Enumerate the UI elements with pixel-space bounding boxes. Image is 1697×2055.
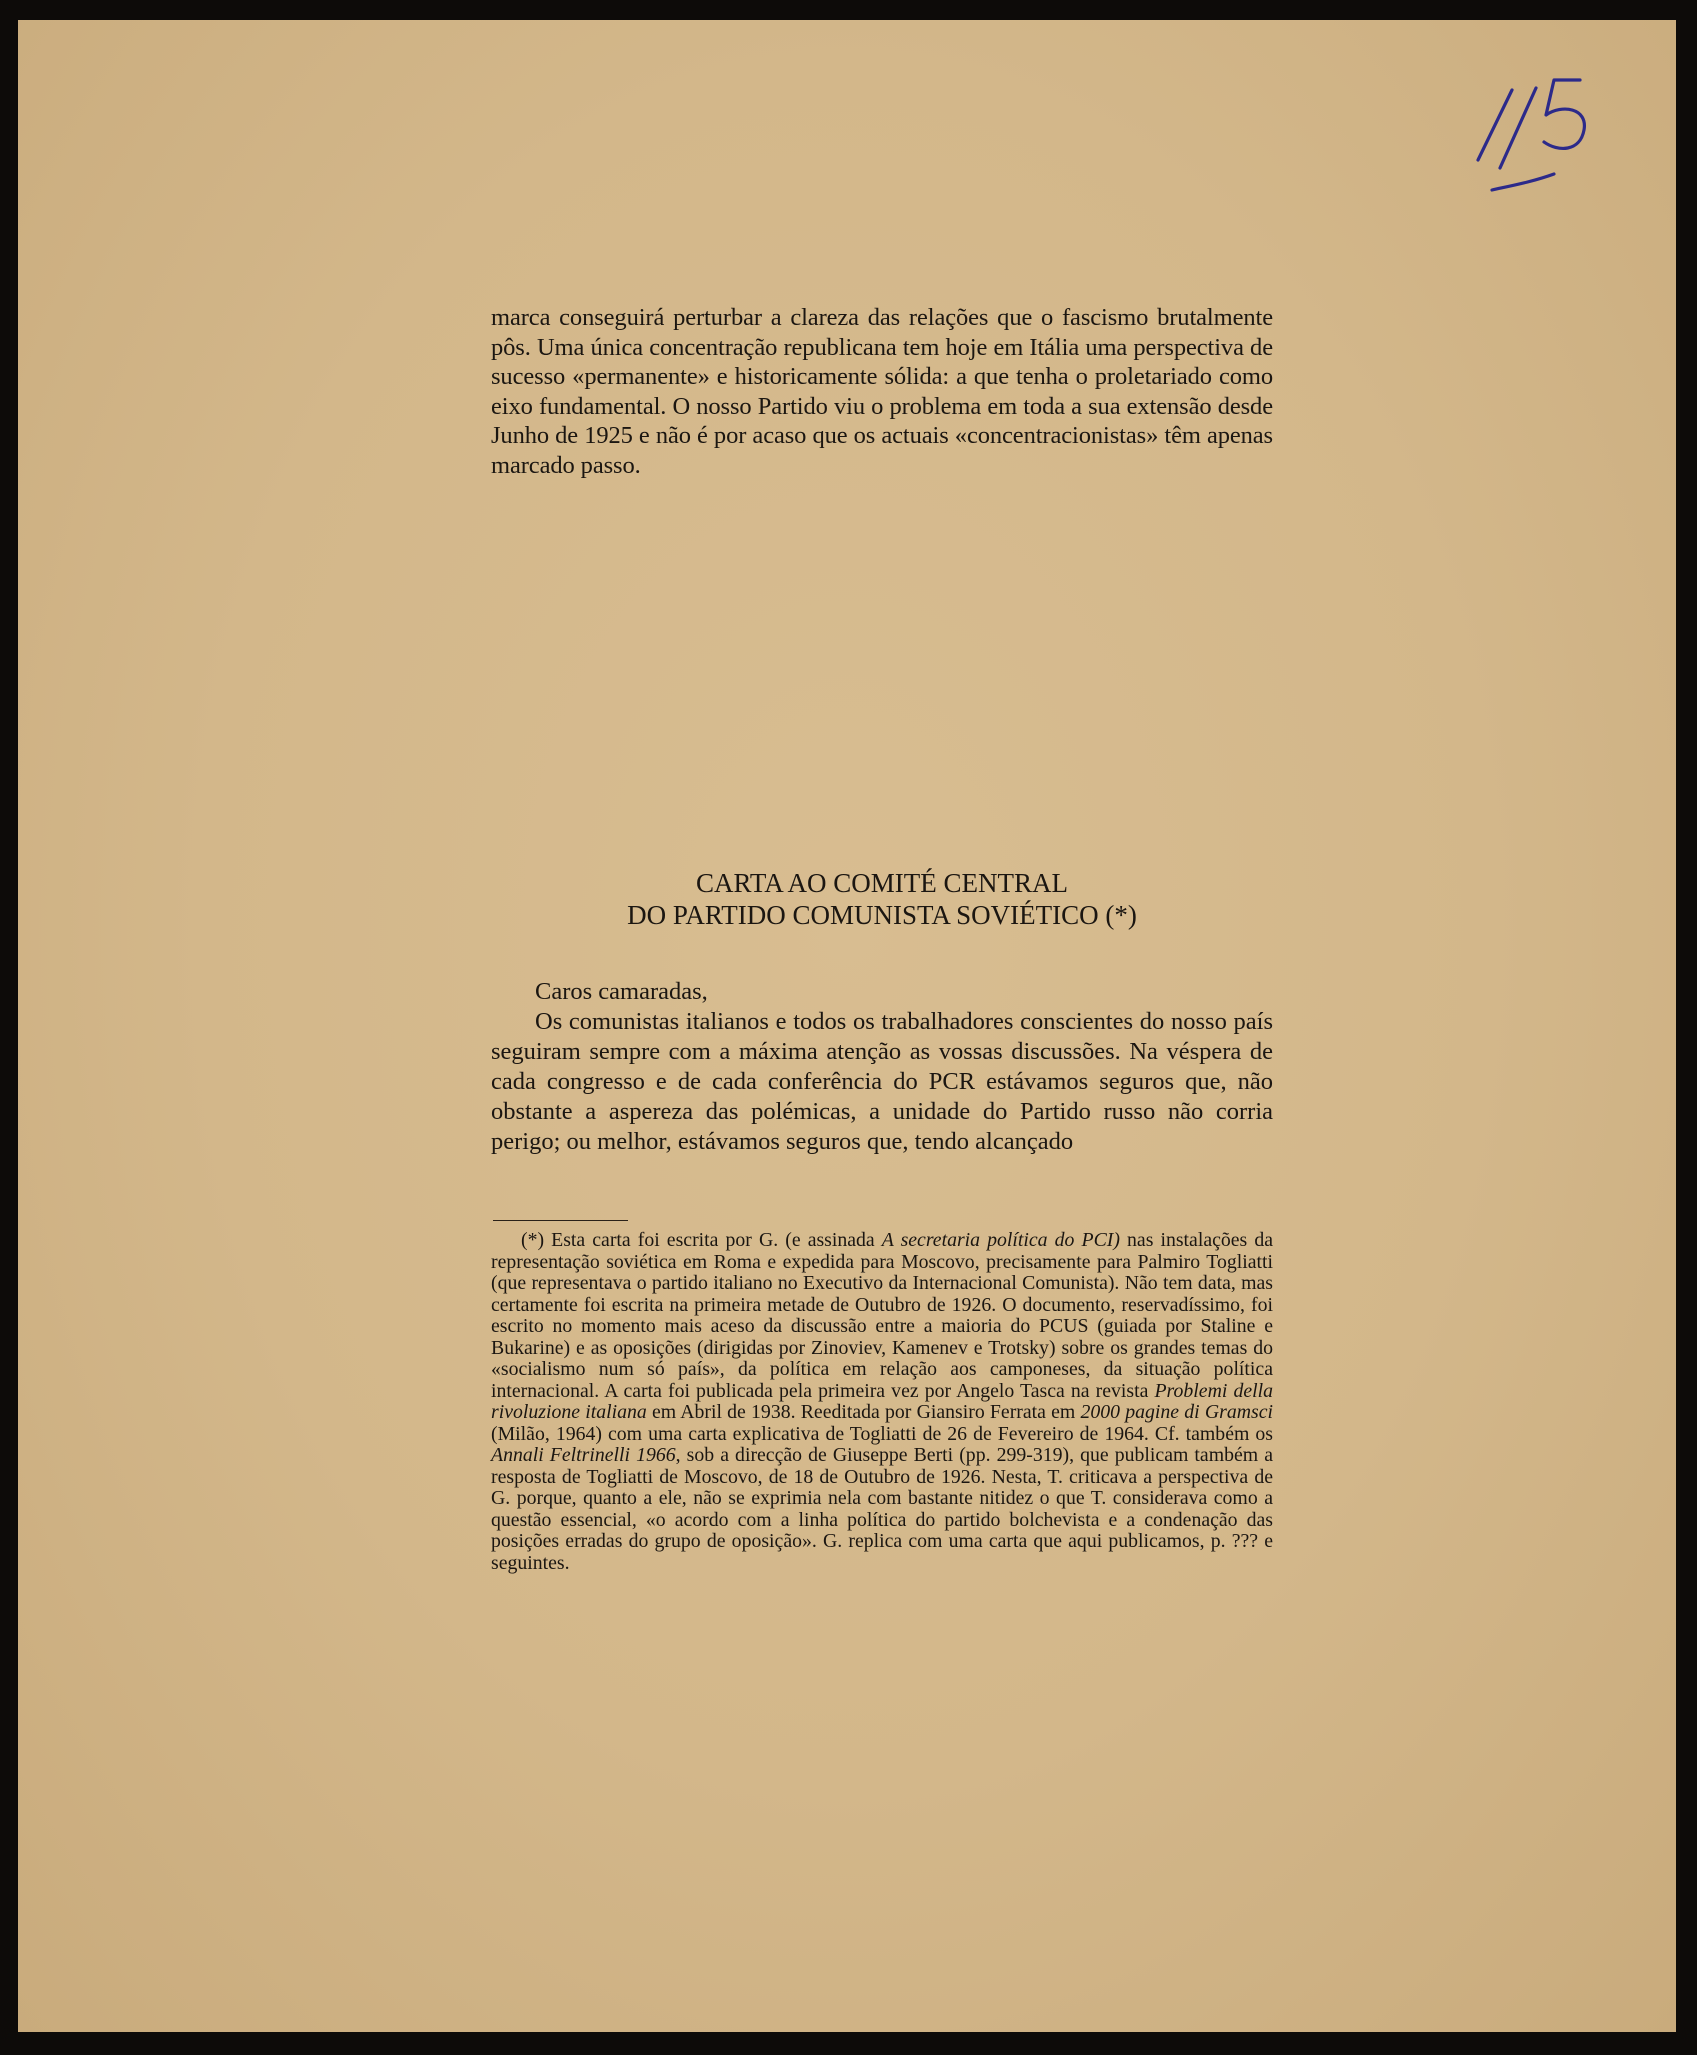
footnote-text: em Abril de 1938. Reeditada por Giansiro Ferrata em	[646, 1401, 1081, 1423]
footnote-text: nas instalações da representação soviética em Roma e expedida para Moscovo, precisamente para Palmiro Togliatti (que representava o partido italiano no Executivo da Internacional Comunista). Não tem data, mas certamente foi escrita na primeira metade de Outubro de 1926. O documento, reservadíssimo, foi escrito no momento mais aceso da discussão entre a maioria do PCUS (guiada por Staline e Bukarine) e as oposições (dirigidas por Zinoviev, Kamenev e Trotsky) sobre os grandes temas do «socialismo num só país», da política em relação aos camponeses, da situação política internacional. A carta foi publicada pela primeira vez por Angelo Tasca na revista	[491, 1229, 1273, 1402]
footnote-text: (*) Esta carta foi escrita por G. (e assinada	[521, 1229, 882, 1251]
handwritten-page-number	[1470, 60, 1630, 200]
letter-title	[491, 867, 1273, 931]
document-page	[18, 20, 1676, 2032]
footnote-paragraph	[491, 1230, 1273, 1574]
footnote-text: , sob a direcção de Giuseppe Berti (pp. 299-319), que publicam também a resposta de Togliatti de Moscovo, de 18 de Outubro de 1926. Nesta, T. criticava a perspectiva de G. porque, quanto a ele, não se exprimia nela com bastante nitidez o que T. considerava como a questão essencial, «o acordo com a linha política do partido bolchevista e a condenação das posições erradas do grupo de oposição». G. replica com uma carta que aqui publicamos, p. ??? e seguintes.	[491, 1444, 1273, 1574]
footnote-italic: Annali Feltrinelli 1966	[491, 1444, 676, 1466]
salutation: Caros camaradas,	[535, 978, 708, 1005]
letter-paragraph: Os comunistas italianos e todos os trabalhadores conscientes do nosso país seguiram sempre com a máxima atenção as vossas discussões. Na véspera de cada congresso e de cada conferência do PCR estávamos seguros que, não obstante a aspereza das polémicas, a unidade do Partido russo não corria perigo; ou melhor, estávamos seguros que, tendo alcançado	[491, 1008, 1273, 1155]
handwritten-page-number-drawing	[1470, 60, 1630, 200]
footnote-text: (Milão, 1964) com uma carta explicativa de Togliatti de 26 de Fevereiro de 1964. Cf. também os	[491, 1422, 1273, 1445]
footnote-italic: 2000 pagine di Gramsci	[1080, 1401, 1273, 1423]
footnote-italic: A secretaria política do PCI)	[881, 1229, 1120, 1251]
footnote-italic: Problemi della rivoluzione italiana	[491, 1379, 1273, 1423]
footnote-divider	[493, 1220, 628, 1221]
title-line-2: DO PARTIDO COMUNISTA SOVIÉTICO (*)	[627, 900, 1137, 930]
footnote	[491, 1230, 1273, 1574]
letter-body	[491, 977, 1273, 1157]
title-line-1: CARTA AO COMITÉ CENTRAL	[696, 868, 1068, 898]
intro-paragraph: marca conseguirá perturbar a clareza das relações que o fascismo brutalmente pôs. Uma única concentração republicana tem hoje em Itália uma perspectiva de sucesso «permanente» e historicamente sólida: a que tenha o proletariado como eixo fundamental. O nosso Partido viu o problema em toda a sua extensão desde Junho de 1925 e não é por acaso que os actuais «concentracionistas» têm apenas marcado passo.	[491, 304, 1273, 479]
